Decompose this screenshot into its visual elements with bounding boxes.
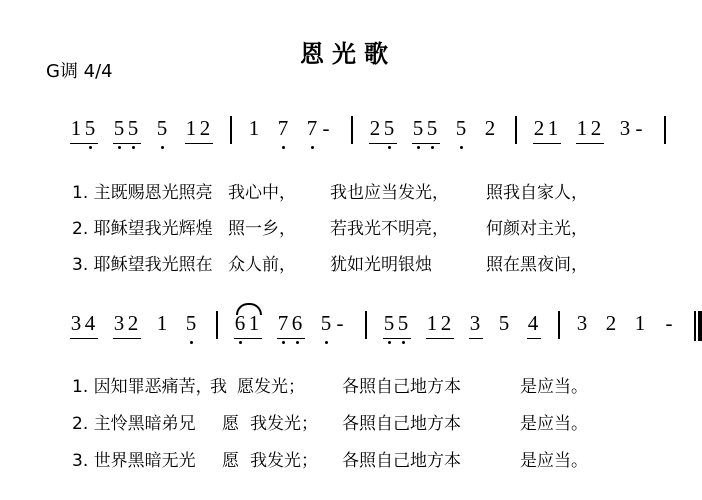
lyric-segment: 是应当。 [520, 451, 588, 471]
lyric-segment: 是应当。 [520, 377, 588, 397]
note-group [185, 311, 199, 338]
note-group [527, 311, 541, 339]
lyric-segment: 众人前， [228, 255, 296, 275]
lyric-segment: 3. 世界黑暗无光 [72, 451, 196, 471]
note: 1 [248, 116, 260, 140]
note-group [185, 116, 213, 144]
note-group [663, 311, 677, 338]
lyric-segment: 3. 耶稣望我光照在 [72, 255, 213, 275]
barline [351, 116, 353, 144]
note-group [369, 116, 397, 144]
note: 5 [127, 116, 139, 140]
lyric-segment: 我也应当发光， [330, 183, 449, 203]
lyric-segment: 若我光不明亮， [330, 219, 449, 239]
note: 6 [234, 311, 246, 335]
note-group [156, 116, 170, 143]
lyric-segment: 愿发光； [237, 377, 305, 397]
note: 1 [547, 116, 559, 140]
note-group [455, 116, 469, 143]
note: 5 [84, 116, 96, 140]
note: 5 [113, 116, 125, 140]
note-group [498, 311, 512, 338]
note-group [619, 116, 647, 143]
dash: - [665, 311, 673, 335]
note: 2 [440, 311, 452, 335]
note-group [576, 116, 604, 144]
lyric-segment: 照我自家人， [486, 183, 588, 203]
staff-line-2 [70, 311, 702, 351]
barline [515, 116, 517, 144]
note-group [412, 116, 440, 144]
note: 3 [469, 311, 481, 335]
final-barline [694, 311, 702, 341]
note: 3 [113, 311, 125, 335]
note-group [634, 311, 648, 338]
key-signature: G调 4/4 [46, 61, 113, 82]
dash: - [336, 311, 344, 335]
note: 7 [277, 116, 289, 140]
note: 7 [306, 116, 318, 140]
note: 4 [84, 311, 96, 335]
note: 3 [576, 311, 588, 335]
note: 5 [455, 116, 467, 140]
note-group [383, 311, 411, 339]
note-group [533, 116, 561, 144]
barline [664, 116, 666, 144]
lyric-segment: 各照自己地方本 [342, 451, 461, 471]
note: 1 [248, 311, 260, 335]
note: 4 [527, 311, 539, 335]
barline [365, 311, 367, 339]
barline [216, 311, 218, 339]
note: 5 [426, 116, 438, 140]
barline [558, 311, 560, 339]
note: 7 [277, 311, 289, 335]
note: 1 [156, 311, 168, 335]
note: 5 [412, 116, 424, 140]
dash: - [322, 116, 330, 140]
lyric-segment: 愿 [222, 451, 239, 471]
note-group [484, 116, 498, 143]
note: 5 [320, 311, 332, 335]
note: 1 [426, 311, 438, 335]
lyric-segment: 犹如光明银烛 [330, 255, 432, 275]
note-group [234, 311, 262, 339]
note: 2 [590, 116, 602, 140]
lyric-segment: 我 [210, 377, 227, 397]
note: 1 [634, 311, 646, 335]
lyric-segment: 各照自己地方本 [342, 377, 461, 397]
note-group [70, 116, 98, 144]
note-group [113, 116, 141, 144]
note-group [113, 311, 141, 339]
note-group [576, 311, 590, 338]
note: 1 [70, 116, 82, 140]
note: 5 [156, 116, 168, 140]
lyric-segment: 我心中， [228, 183, 296, 203]
song-title: 恩光歌 [300, 40, 396, 68]
lyric-segment: 2. 耶稣望我光辉煌 [72, 219, 213, 239]
note: 5 [383, 116, 395, 140]
note: 1 [576, 116, 588, 140]
note-group [469, 311, 483, 339]
note: 3 [70, 311, 82, 335]
note-group [248, 116, 262, 143]
lyric-segment: 照一乡， [228, 219, 296, 239]
lyric-segment: 1. 因知罪恶痛苦， [72, 377, 213, 397]
note-group [605, 311, 619, 338]
lyric-segment: 愿 [222, 414, 239, 434]
barline [230, 116, 232, 144]
lyric-segment: 何颜对主光， [486, 219, 588, 239]
lyric-segment: 照在黑夜间， [486, 255, 588, 275]
note: 2 [533, 116, 545, 140]
lyric-segment: 我发光； [250, 414, 318, 434]
note: 5 [185, 311, 197, 335]
note-group [320, 311, 348, 338]
dash: - [635, 116, 643, 140]
note: 6 [291, 311, 303, 335]
staff-line-1 [70, 116, 682, 156]
lyric-segment: 是应当。 [520, 414, 588, 434]
note-group [306, 116, 334, 143]
note: 1 [185, 116, 197, 140]
note-group [156, 311, 170, 338]
lyric-segment: 各照自己地方本 [342, 414, 461, 434]
note: 5 [397, 311, 409, 335]
note-group [426, 311, 454, 339]
note-group [277, 116, 291, 143]
note-group [277, 311, 305, 339]
note: 2 [605, 311, 617, 335]
note: 5 [383, 311, 395, 335]
note: 2 [484, 116, 496, 140]
note-group [70, 311, 98, 339]
note: 2 [127, 311, 139, 335]
lyric-segment: 我发光； [250, 451, 318, 471]
note: 3 [619, 116, 631, 140]
lyric-segment: 2. 主怜黑暗弟兄 [72, 414, 196, 434]
note: 5 [498, 311, 510, 335]
note: 2 [199, 116, 211, 140]
lyric-segment: 1. 主既赐恩光照亮 [72, 183, 213, 203]
note: 2 [369, 116, 381, 140]
